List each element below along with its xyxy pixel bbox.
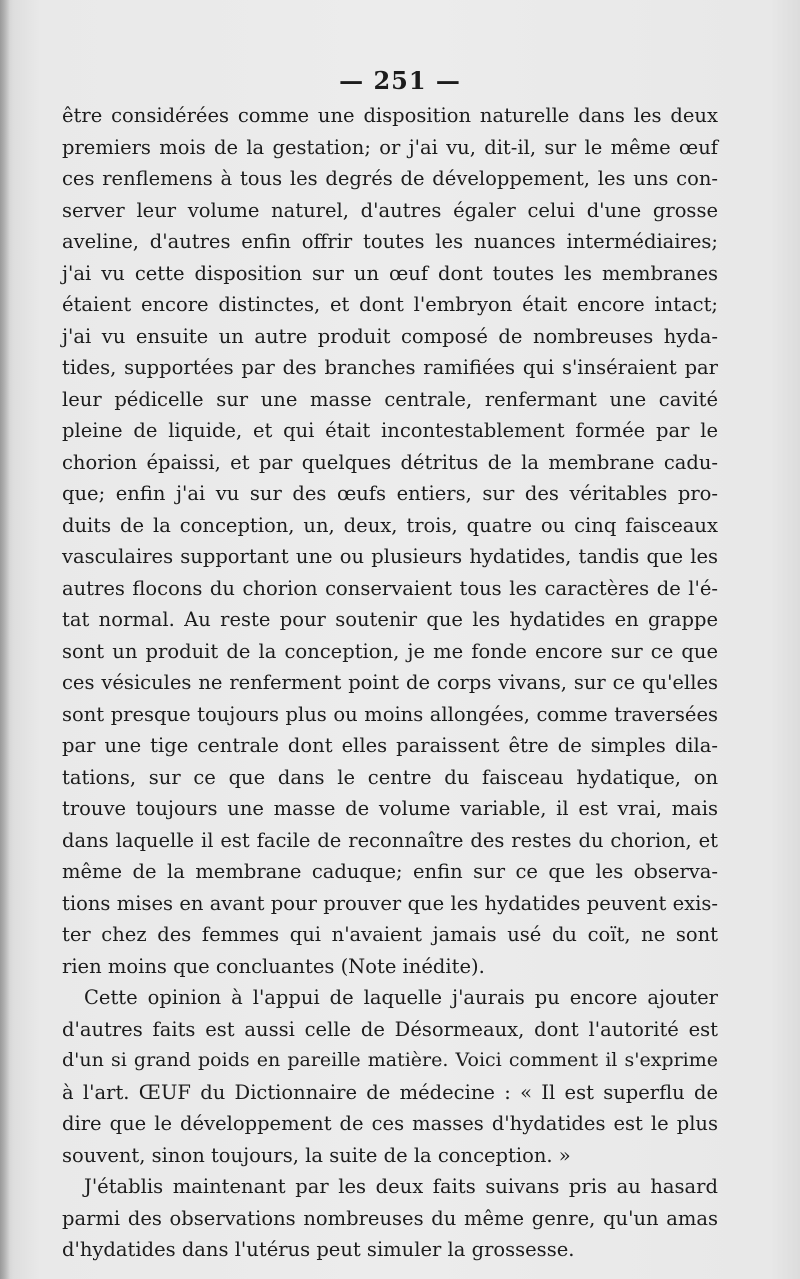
text-line: ter chez des femmes qui n'avaient jamais usé du coït, ne sont — [62, 923, 718, 946]
text-line: d'autres faits est aussi celle de Désormeaux, dont l'autorité est — [62, 1017, 718, 1041]
text-line: d'hydatides dans l'utérus peut simuler la grossesse. — [62, 1238, 575, 1261]
text-line: parmi des observations nombreuses du même genre, qu'un amas — [62, 1206, 718, 1230]
page-gutter-shadow — [0, 0, 10, 1279]
text-line: Cette opinion à l'appui de laquelle j'aurais pu encore ajouter — [84, 986, 718, 1009]
text-line: tations, sur ce que dans le centre du faisceau hydatique, on — [62, 765, 718, 789]
text-line: être considérées comme une disposition naturelle dans les deux — [62, 104, 718, 127]
text-line: étaient encore distinctes, et dont l'embryon était encore intact; — [62, 293, 718, 316]
text-line: ces vésicules ne renferment point de corps vivans, sur ce qu'elles — [62, 671, 718, 694]
text-line: tat normal. Au reste pour soutenir que les hydatides en grappe — [62, 608, 718, 631]
text-line: rien moins que concluantes (Note inédite). — [62, 954, 485, 978]
text-line: J'établis maintenant par les deux faits suivans pris au hasard — [84, 1175, 718, 1198]
text-line: par une tige centrale dont elles paraissent être de simples dila- — [62, 734, 718, 757]
text-line: j'ai vu ensuite un autre produit composé de nombreuses hyda- — [62, 324, 718, 348]
text-line: dire que le développement de ces masses d'hydatides est le plus — [62, 1112, 718, 1135]
text-line: vasculaires supportant une ou plusieurs hydatides, tandis que les — [62, 545, 718, 568]
body-text — [62, 100, 718, 1266]
text-line: autres flocons du chorion conservaient tous les caractères de l'é- — [62, 576, 718, 600]
text-line: à l'art. ŒUF du Dictionnaire de médecine : « Il est superflu de — [62, 1080, 718, 1104]
text-line: aveline, d'autres enfin offrir toutes les nuances intermédiaires; — [62, 230, 718, 253]
text-line: pleine de liquide, et qui était incontestablement formée par le — [62, 419, 718, 442]
text-line: duits de la conception, un, deux, trois, quatre ou cinq faisceaux — [62, 513, 718, 537]
text-line: chorion épaissi, et par quelques détritus de la membrane cadu- — [62, 450, 718, 474]
text-line: leur pédicelle sur une masse centrale, renfermant une cavité — [62, 387, 718, 411]
text-line: d'un si grand poids en pareille matière. Voici comment il s'exprime — [62, 1049, 718, 1071]
text-line: sont un produit de la conception, je me fonde encore sur ce que — [62, 639, 718, 663]
text-line: dans laquelle il est facile de reconnaître des restes du chorion, et — [62, 828, 718, 852]
text-line: souvent, sinon toujours, la suite de la conception. » — [62, 1143, 571, 1167]
text-line: j'ai vu cette disposition sur un œuf dont toutes les membranes — [62, 261, 718, 285]
text-line: premiers mois de la gestation; or j'ai vu, dit-il, sur le même œuf — [62, 135, 718, 159]
text-line: que; enfin j'ai vu sur des œufs entiers, sur des véritables pro- — [62, 482, 718, 505]
page-number: — 251 — — [339, 66, 461, 95]
text-line: server leur volume naturel, d'autres égaler celui d'une grosse — [62, 198, 718, 222]
text-line: sont presque toujours plus ou moins allongées, comme traversées — [62, 702, 718, 726]
text-line: ces renflemens à tous les degrés de développement, les uns con- — [62, 167, 718, 190]
text-line: trouve toujours une masse de volume variable, il est vrai, mais — [62, 797, 718, 820]
text-line: tions mises en avant pour prouver que les hydatides peuvent exis- — [62, 891, 718, 915]
text-line: même de la membrane caduque; enfin sur ce que les observa- — [62, 860, 718, 883]
text-line: tides, supportées par des branches ramifiées qui s'inséraient par — [62, 356, 718, 379]
